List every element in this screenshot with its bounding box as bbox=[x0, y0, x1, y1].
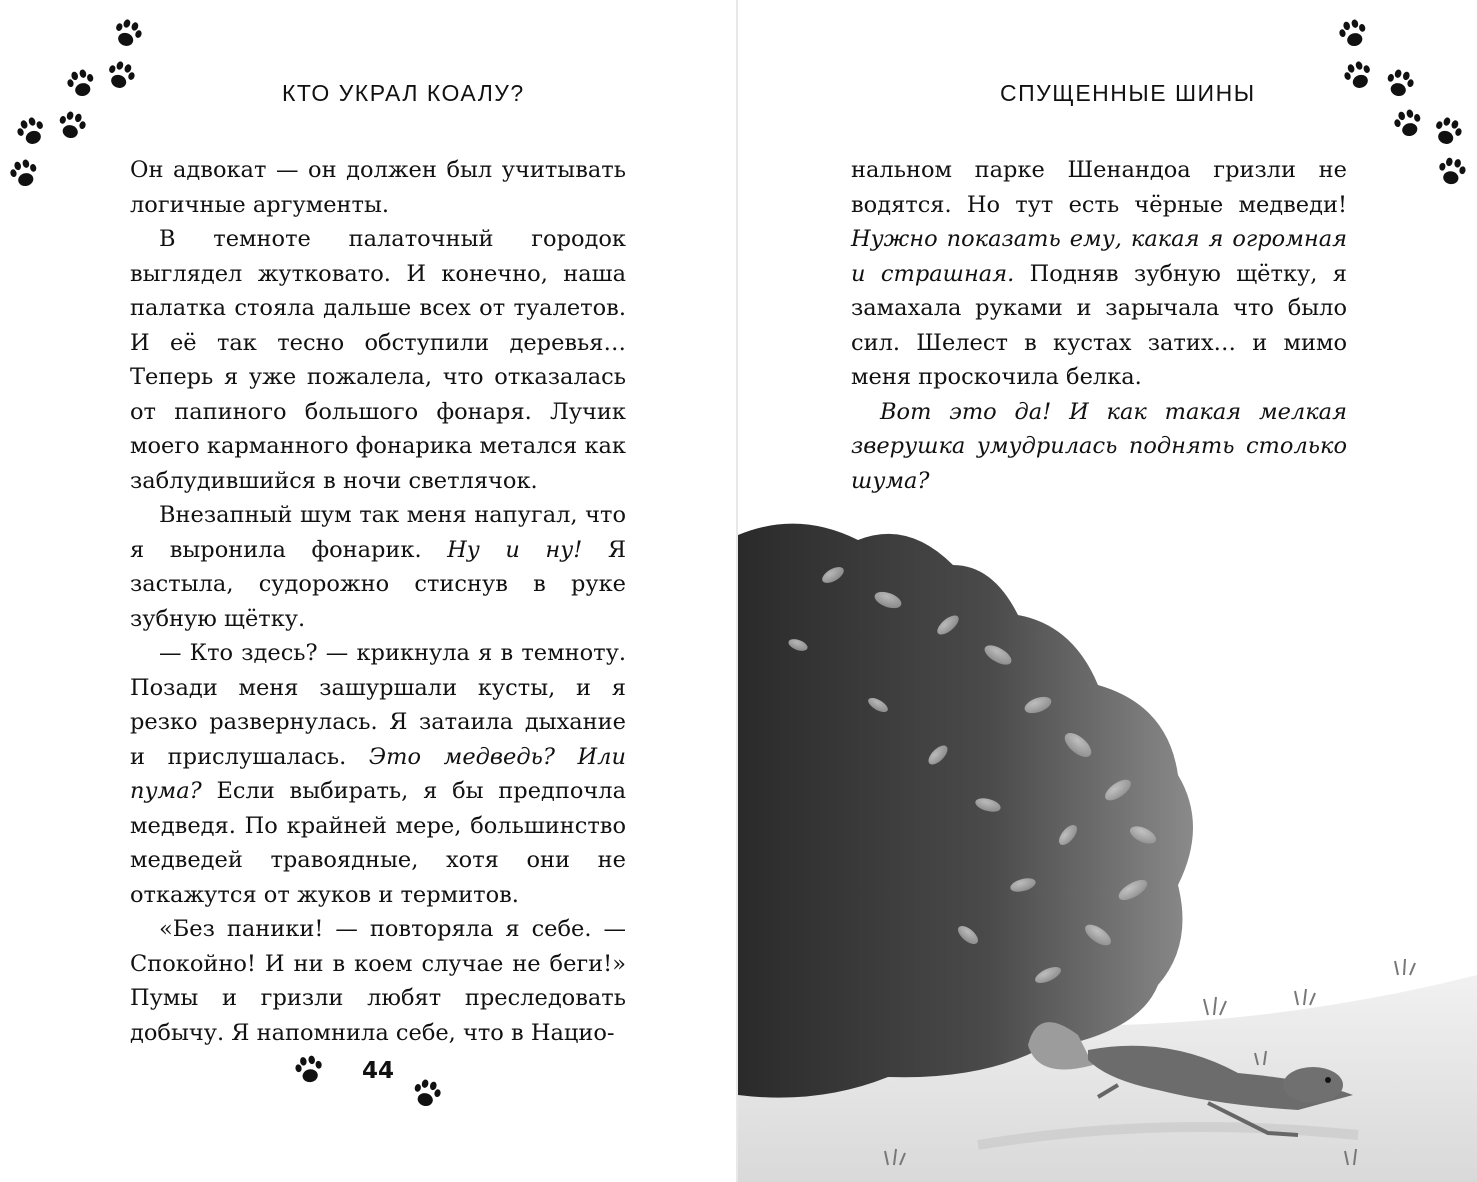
paw-print-icon bbox=[406, 1072, 448, 1114]
text-run: — Кто здесь? — крикнула я в темноту. Позади меня зашуршали кусты, и я резко развернулась. Я затаила дыхание и прислушалась. bbox=[130, 640, 626, 770]
italic-text-run: Ну и ну! bbox=[447, 536, 583, 563]
text-run: Если выбирать, я бы предпочла медведя. По крайней мере, большинство медведей травоядные, хотя они не откажутся от жуков и термитов. bbox=[130, 778, 626, 908]
text-run: Он адвокат — он должен был учитывать логичные аргументы. bbox=[130, 157, 626, 218]
right-page bbox=[738, 0, 1477, 1182]
paragraph bbox=[130, 498, 626, 636]
italic-text-run: Нужно показать ему, какая я огромная и страшная. bbox=[851, 226, 1347, 287]
text-run: В темноте палаточный городок выглядел жутковато. И конечно, наша палатка стояла дальше всех от туалетов. И её так тесно обступили деревья… Теперь я уже пожалела, что отказалась от папиного большого фонаря. Лучик моего карманного фонарика метался как заблудившийся в ночи светлячок. bbox=[130, 226, 626, 494]
text-run: «Без паники! — повторяла я себе. — Спокойно! И ни в коем случае не беги!» Пумы и гризли любят преследовать добычу. Я напомнила себе, что в Нацио- bbox=[130, 916, 626, 1046]
paw-print-icon bbox=[9, 109, 53, 153]
paragraph bbox=[851, 153, 1347, 395]
paw-print-icon bbox=[289, 1049, 328, 1088]
bush bbox=[738, 524, 1193, 1098]
paw-print-icon bbox=[60, 62, 102, 104]
left-page-text bbox=[130, 153, 626, 1050]
paw-print-icon bbox=[51, 104, 93, 146]
text-run: нальном парке Шенандоа гризли не водятся. Но тут есть чёрные медведи! bbox=[851, 157, 1347, 218]
paw-print-icon bbox=[1432, 151, 1471, 190]
paragraph bbox=[130, 636, 626, 912]
paw-print-icon bbox=[1332, 12, 1374, 54]
paragraph bbox=[851, 395, 1347, 499]
paw-print-icon bbox=[1426, 109, 1470, 153]
paragraph bbox=[130, 222, 626, 498]
paw-print-icon bbox=[1379, 62, 1421, 104]
paw-print-icon bbox=[1336, 53, 1380, 97]
paw-print-icon bbox=[3, 152, 45, 194]
paw-print-icon bbox=[1387, 102, 1429, 144]
italic-text-run: Вот это да! И как такая мелкая зверушка умудрилась поднять столько шума? bbox=[851, 398, 1347, 494]
running-head-left: КТО УКРАЛ КОАЛУ? bbox=[282, 80, 525, 106]
page-number: 44 bbox=[362, 1058, 395, 1084]
right-page-text bbox=[851, 153, 1347, 498]
paw-print-icon bbox=[106, 11, 150, 55]
running-head-right: СПУЩЕННЫЕ ШИНЫ bbox=[1000, 80, 1256, 106]
paw-print-icon bbox=[99, 53, 143, 97]
paragraph bbox=[130, 153, 626, 222]
text-run: Внезапный шум так меня напугал, что я выронила фонарик. bbox=[130, 502, 626, 563]
left-page bbox=[0, 0, 738, 1182]
italic-text-run: Это медведь? Или пума? bbox=[130, 743, 626, 804]
paragraph bbox=[130, 912, 626, 1050]
bush-and-squirrel-illustration bbox=[738, 505, 1477, 1182]
text-run: Я застыла, судорожно стиснув в руке зубную щётку. bbox=[130, 536, 626, 632]
text-run: Подняв зубную щётку, я замахала руками и зарычала что было сил. Шелест в кустах затих… и мимо меня проскочила белка. bbox=[851, 260, 1347, 390]
